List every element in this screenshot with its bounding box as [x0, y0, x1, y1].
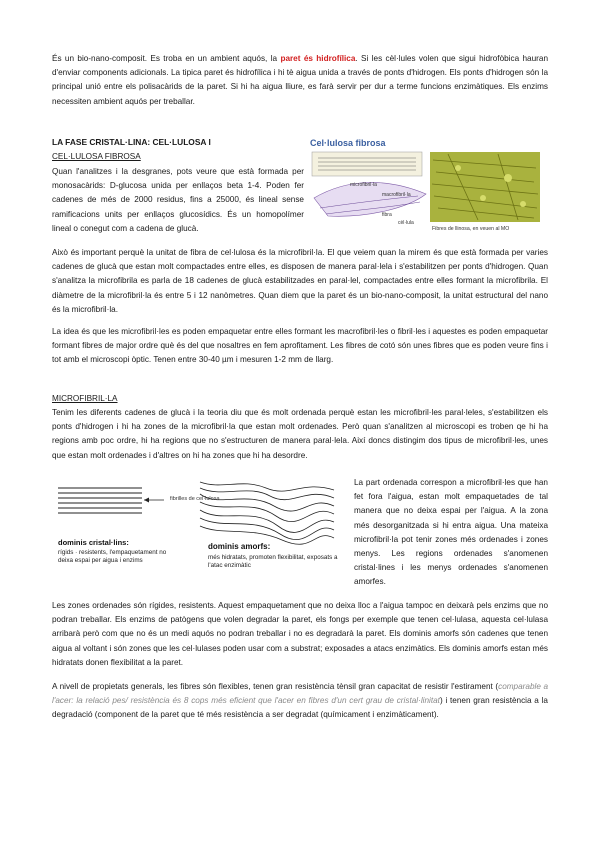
label-macrofibril: macrofibril·la	[382, 192, 411, 198]
microfibril-paragraph-2: Les zones ordenades són rígides, resistents. Aquest empaquetament que no deixa lloc a l'aigua tampoc en deixarà pels enzims que no podran treballar. Els enzims de patògens que volen degradar la paret, els fongs per exemple que tenen cel·lulasa, aquesta cel·lulasa arribarà però com que no és un medi aquós no podran treballar i no es degradarà la paret. Els dominis amorfs són cadenes que tenen aigua al voltant i són zones que les cel·lulases poden usar com a substrat; exposades a atacs enzimàtics. Els dominis amorfs estan més hidratats donen flexibilitat a la paret.	[52, 601, 548, 667]
intro-highlight: paret és hidrofílica	[280, 54, 356, 63]
cellulose-paragraph-2: Això és important perquè la unitat de fibra de cel·lulosa és la microfibril·la. El que veiem quan la mirem és que està formada per varies cadenes de glucà que estan molt compactades entre elles, es disposen de manera paral·lela i s'estabilitzen per ponts d'hidrogen. Quan s'analitza la microfibrila es parla de 18 cadenes de glucà estabilitzades en paral·lel, compactades entre elles formant la microfibrila. El diàmetre de la microfibril·la és entre 5 i 12 nanòmetres. Quan diem que la paret és un bio-nano-composit, la unitat estructural del nano és la microfibril·la.	[52, 248, 548, 314]
intro-text-post: . Si les cèl·lules volen que sigui hidrofòbica hauran d'enviar components adicionals. La tipica paret és hidrofílica i hi tè aigua unida a través de ponts d'hidrogen. Els ponts d'hidrogen són la principal unió entre els polisacàrids de la paret. Si hi ha aigua lliure, es farà servir per dur a terme funcions enzimàtiques. Els enzims necessiten ambient aquós per treballar.	[52, 54, 548, 106]
amorphous-title: dominis amorfs:	[208, 542, 271, 551]
section-title-cellulose: LA FASE CRISTAL·LINA: CEL·LULOSA I	[52, 137, 211, 147]
subtitle-microfibril: MICROFIBRIL·LA	[52, 394, 118, 403]
ordered-zones-text: La part ordenada correspon a microfibril·les que han fet fora l'aigua, estan molt empaquetades de tal manera que no deixa espai per l'aigua. A la zona més desorganitzada si hi entra aigua. Una mateixa microfibril·la pot tenir zones més ordenades i zones menys. Les regions ordenades s'anomenen cristal·lines i les menys ordenades s'anomenen amorfes.	[354, 478, 548, 587]
intro-paragraph	[52, 52, 548, 109]
properties-text-grey: comparable a l'acer: la relació pes/ resistència és 8 cops més eficient que l'acer en fibres d'un cert grau de cristal·linitat	[52, 682, 549, 706]
intro-text-pre: És un bio-nano-composit. Es troba en un ambient aquós, la	[52, 54, 281, 63]
label-fibre: fibra	[382, 212, 392, 218]
domains-diagram	[52, 476, 344, 594]
microfibril-paragraph-3	[52, 680, 548, 723]
amorphous-text: més hidratats, promoten flexibilitat, exposats a l'atac enzimàtic	[208, 554, 338, 569]
properties-text-post: ) i tenen gran resistència a la degradació (component de la paret que té més resistència a ser degradat (químicament i enzimàticament).	[52, 696, 548, 720]
arrow-label: fibrilles de cel·lulosa	[170, 496, 220, 502]
label-microfibril: microfibril·la	[350, 182, 377, 188]
label-cell: cèl·lula	[398, 220, 414, 226]
crystalline-title: dominis cristal·lins:	[58, 538, 129, 547]
figure-title: Cel·lulosa fibrosa	[310, 138, 386, 148]
fibrous-cellulose-diagram	[308, 138, 548, 238]
figure-caption: Fibres de llinosa, en veuen al MO	[432, 226, 510, 232]
subtitle-fibrous-cellulose: CEL·LULOSA FIBROSA	[52, 152, 141, 161]
cellulose-paragraph-1: Quan l'analitzes i la desgranes, pots veure que està formada per monosacàrids: D-glucosa unida per enllaços beta 1-4. Poden fer cadenes de més de 2000 residus, fins a 25000, és lineal sense ramificacions units per enllaços glucosídics. És un homopolímer lineal o conegut com a cadena de glucà.	[52, 167, 304, 233]
cellulose-paragraph-3: La idea és que les microfibril·les es poden empaquetar entre elles formant les macrofibril·les o fibril·les i aquestes es poden empaquetar formant fibres de major ordre què és del que nosaltres en fem aprofitament. Les fibres de cotó són unes fibres que es poden veure fins i tot amb el microscopi òptic. Tenen entre 30-40 µm i mesuren 1-2 mm de llarg.	[52, 327, 548, 365]
figure-domains	[52, 476, 344, 594]
crystalline-text: rígids · resistents, l'empaquetament no deixa espai per aigua i enzims	[58, 549, 167, 564]
figure-fibrous-cellulose	[308, 138, 548, 238]
properties-text-pre: A nivell de propietats generals, les fibres són flexibles, tenen gran resistència tènsil gran capacitat de resistir l'estirament (	[52, 682, 499, 691]
microfibril-paragraph-1: Tenim les diferents cadenes de glucà i la teoria diu que és molt ordenada perquè estan les microfibril·les paral·leles, s'estabilitzen els ponts d'hidrogen i hi ha zones de la microfibril·la que estan molt ordenades. Però quan s'analitzen al microscopi es troben qe hi ha regions amb poc ordre, hi ha regions que no s'estructuren de manera paral·lela. Així doncs distingim dos tipus de microfibril·les, unes que estan molt ordenades i d'altres on hi ha zones que hi ha desordre.	[52, 408, 548, 460]
